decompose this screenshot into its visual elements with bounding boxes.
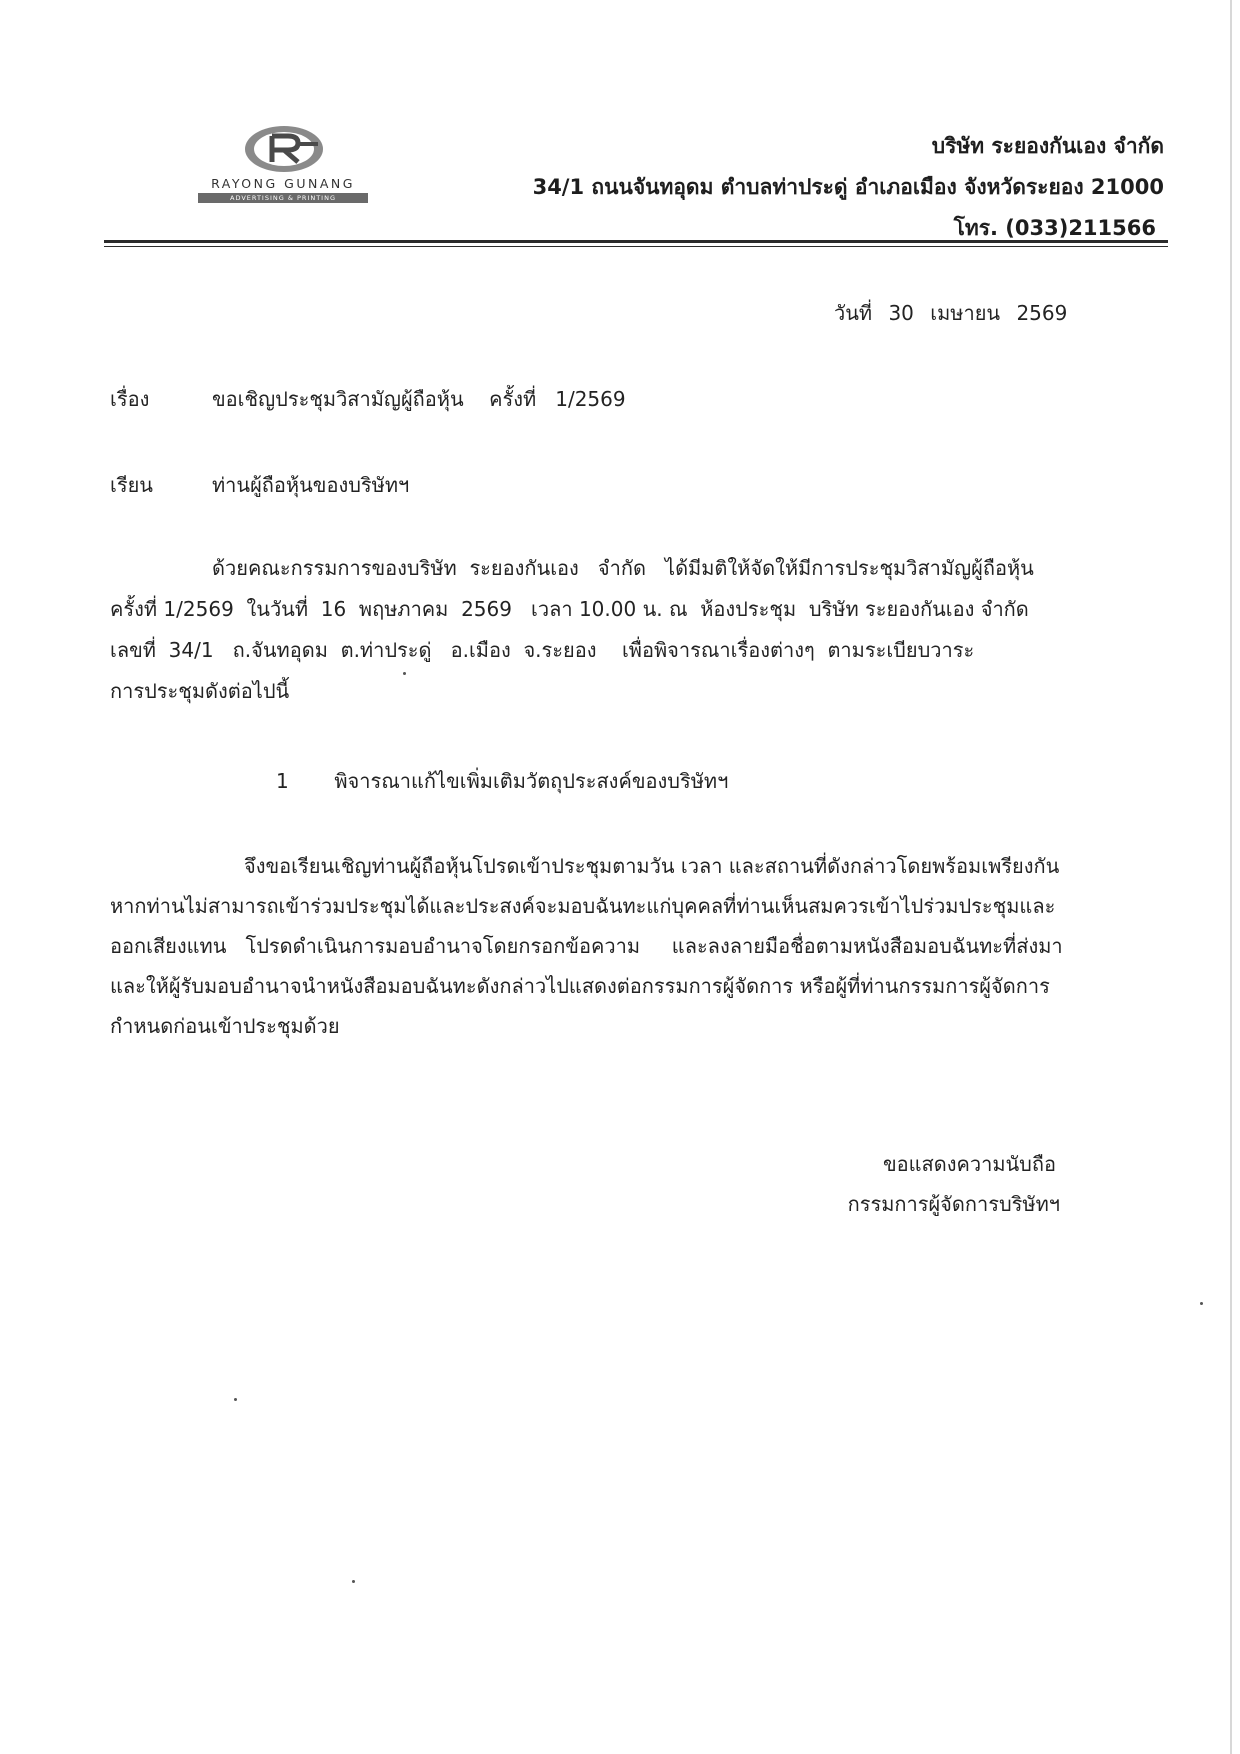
company-name: บริษัท ระยองกันเอง จำกัด [931,134,1164,158]
header-divider-thin [104,246,1168,247]
logo-mark-icon [242,124,326,174]
recipient-label: เรียน [110,473,153,497]
recipient-text: ท่านผู้ถือหุ้นของบริษัทฯ [212,473,410,497]
signatory-title: กรรมการผู้จัดการบริษัทฯ [847,1192,1060,1216]
agenda-text: พิจารณาแก้ไขเพิ่มเติมวัตถุประสงค์ของบริษัทฯ [334,769,729,793]
closing-regards: ขอแสดงความนับถือ [882,1152,1056,1176]
paragraph-line: และให้ผู้รับมอบอำนาจนำหนังสือมอบฉันทะดังกล่าวไปแสดงต่อกรรมการผู้จัดการ หรือผู้ที่ท่านกรรมการผู้จัดการ [110,974,1050,998]
header-divider [104,240,1168,243]
paragraph-line: ออกเสียงแทน โปรดดำเนินการมอบอำนาจโดยกรอกข้อความ และลงลายมือชื่อตามหนังสือมอบฉันทะที่ส่งมา [110,934,1063,958]
paragraph-line: เลขที่ 34/1 ถ.จันทอุดม ต.ท่าประดู่ อ.เมือง จ.ระยอง เพื่อพิจารณาเรื่องต่างๆ ตามระเบียบวาระ [110,638,975,662]
letter-date [834,299,1077,327]
paragraph-line: หากท่านไม่สามารถเข้าร่วมประชุมได้และประสงค์จะมอบฉันทะแก่บุคคลที่ท่านเห็นสมควรเข้าไปร่วมประชุมและ [110,894,1056,918]
paragraph-line: จึงขอเรียนเชิญท่านผู้ถือหุ้นโปรดเข้าประชุมตามวัน เวลา และสถานที่ดังกล่าวโดยพร้อมเพรียงกัน [244,854,1060,878]
paragraph-line: ครั้งที่ 1/2569 ในวันที่ 16 พฤษภาคม 2569 เวลา 10.00 น. ณ ห้องประชุม บริษัท ระยองกันเอง จำกัด [110,597,1029,621]
date-label: วันที่ [834,301,873,325]
paragraph-line: การประชุมดังต่อไปนี้ [110,679,290,703]
subject-text: ขอเชิญประชุมวิสามัญผู้ถือหุ้น ครั้งที่ 1/2569 [212,387,626,411]
scan-speck [403,672,406,675]
subject-label: เรื่อง [110,387,150,411]
logo-name: RAYONG GUNANG [211,176,355,191]
company-phone: โทร. (033)211566 [953,216,1156,240]
scan-speck [352,1580,355,1583]
date-month: เมษายน [930,301,1001,325]
company-header [404,126,1164,248]
paragraph-line: ด้วยคณะกรรมการของบริษัท ระยองกันเอง จำกัด ได้มีมติให้จัดให้มีการประชุมวิสามัญผู้ถือหุ้น [212,556,1034,580]
page-edge [1230,0,1232,1754]
closing-block [660,1144,1060,1224]
scan-speck [1200,1302,1203,1305]
body-paragraph-2 [110,846,1134,1046]
logo-tagline: ADVERTISING & PRINTING [198,193,368,203]
date-day: 30 [888,301,914,325]
date-year: 2569 [1016,301,1068,325]
scan-speck [234,1398,237,1401]
company-logo [192,124,374,206]
agenda-number: 1 [276,769,289,793]
body-paragraph-1 [110,548,1134,712]
company-address: 34/1 ถนนจันทอุดม ตำบลท่าประดู่ อำเภอเมือง จังหวัดระยอง 21000 [532,175,1164,199]
agenda-item [276,767,728,795]
paragraph-line: กำหนดก่อนเข้าประชุมด้วย [110,1014,340,1038]
